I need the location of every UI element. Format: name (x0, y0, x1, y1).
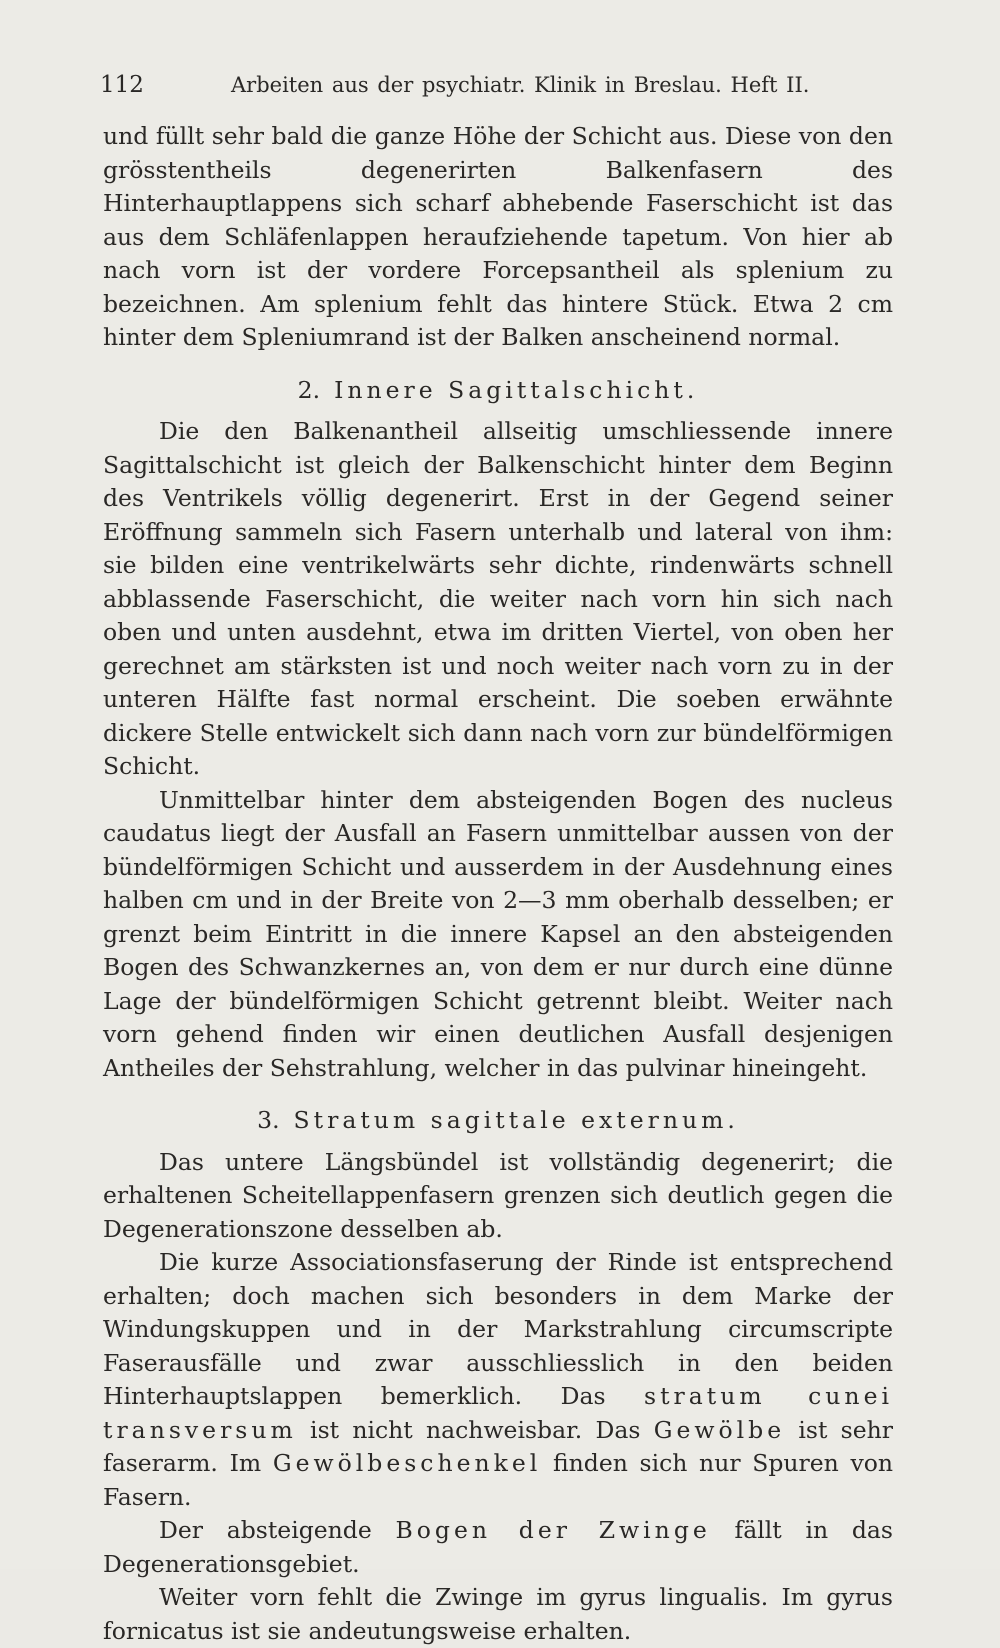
spaced-term: Gewölbe (653, 1415, 786, 1444)
section-heading-2 (103, 374, 893, 408)
paragraph (103, 1514, 893, 1581)
spaced-term: Bogen der Zwinge (395, 1516, 711, 1544)
section-heading-3 (103, 1104, 893, 1138)
section-number-2: 2. (297, 375, 321, 404)
section-number-3: 3. (257, 1106, 280, 1134)
text-run: fällt in das Degenerationsgebiet. (103, 1516, 893, 1578)
text-run: Der absteigende (159, 1516, 396, 1544)
paragraph (103, 1246, 893, 1514)
text-run: ist sehr faserarm. Im (103, 1415, 894, 1477)
running-title: Arbeiten aus der psychiatr. Klinik in Breslau. Heft II. (231, 73, 810, 97)
spaced-term: stratum cunei transversum (103, 1382, 893, 1444)
section-title-3: Stratum sagittale externum. (293, 1106, 739, 1134)
paragraph: Unmittelbar hinter dem absteigenden Bogen des nucleus caudatus liegt der Ausfall an Fasern unmittelbar aussen von der bündelförmigen Schicht und ausserdem in der Ausdehnung eines halben cm und in der Breite von 2—3 mm oberhalb desselben; er grenzt beim Eintritt in die innere Kapsel an den absteigenden Bogen des Schwanzkernes an, von dem er nur durch eine dünne Lage der bündelförmigen Schicht getrennt bleibt. Weiter nach vorn gehend finden wir einen deutlichen Ausfall desjenigen Antheiles der Sehstrahlung, welcher in das pulvinar hineingeht. (103, 785, 893, 1082)
paragraph-continued: und füllt sehr bald die ganze Höhe der Schicht aus. Diese von den grösstentheils degenerirten Balkenfasern des Hinterhauptlappens sich scharf abhebende Faserschicht ist das aus dem Schläfenlappen heraufziehende tapetum. Von hier ab nach vorn ist der vordere Forcepsantheil als splenium zu bezeichnen. Am splenium fehlt das hintere Stück. Etwa 2 cm hinter dem Spleniumrand ist der Balken anscheinend normal. (103, 122, 893, 351)
paragraph: Die den Balkenantheil allseitig umschliessende innere Sagittalschicht ist gleich der Balkenschicht hinter dem Beginn des Ventrikels völlig degenerirt. Erst in der Gegend seiner Eröffnung sammeln sich Fasern unterhalb und lateral von ihm: sie bilden eine ventrikelwärts sehr dichte, rindenwärts schnell abblassende Faserschicht, die weiter nach vorn hin sich nach oben und unten ausdehnt, etwa im dritten Viertel, von oben her gerechnet am stärksten ist und noch weiter nach vorn zu in der unteren Hälfte fast normal erscheint. Die soeben erwähnte dickere Stelle entwickelt sich dann nach vorn zur bündelförmigen Schicht. (103, 417, 893, 780)
page-body (103, 120, 893, 1648)
section-title-2: Innere Sagittalschicht. (334, 375, 699, 404)
text-run: Die kurze Associationsfaserung der Rinde ist entsprechend erhalten; doch machen sich besonders in dem Marke der Windungskuppen und in der Markstrahlung circumscripte Faserausfälle und zwar ausschliesslich in den beiden Hinterhauptslappen bemerklich. Das (103, 1248, 893, 1410)
paragraph: Weiter vorn fehlt die Zwinge im gyrus lingualis. Im gyrus fornicatus ist sie andeutungsweise erhalten. (103, 1583, 893, 1645)
spaced-term: Gewölbeschenkel (272, 1449, 542, 1477)
paragraph: Das untere Längsbündel ist vollständig degenerirt; die erhaltenen Scheitellappenfasern grenzen sich deutlich gegen die Degenerationszone desselben ab. (103, 1147, 893, 1243)
page-number: 112 (100, 72, 144, 98)
text-run: ist nicht nachweisbar. Das (296, 1415, 654, 1444)
text-run: finden sich nur Spuren von Fasern. (103, 1449, 894, 1511)
